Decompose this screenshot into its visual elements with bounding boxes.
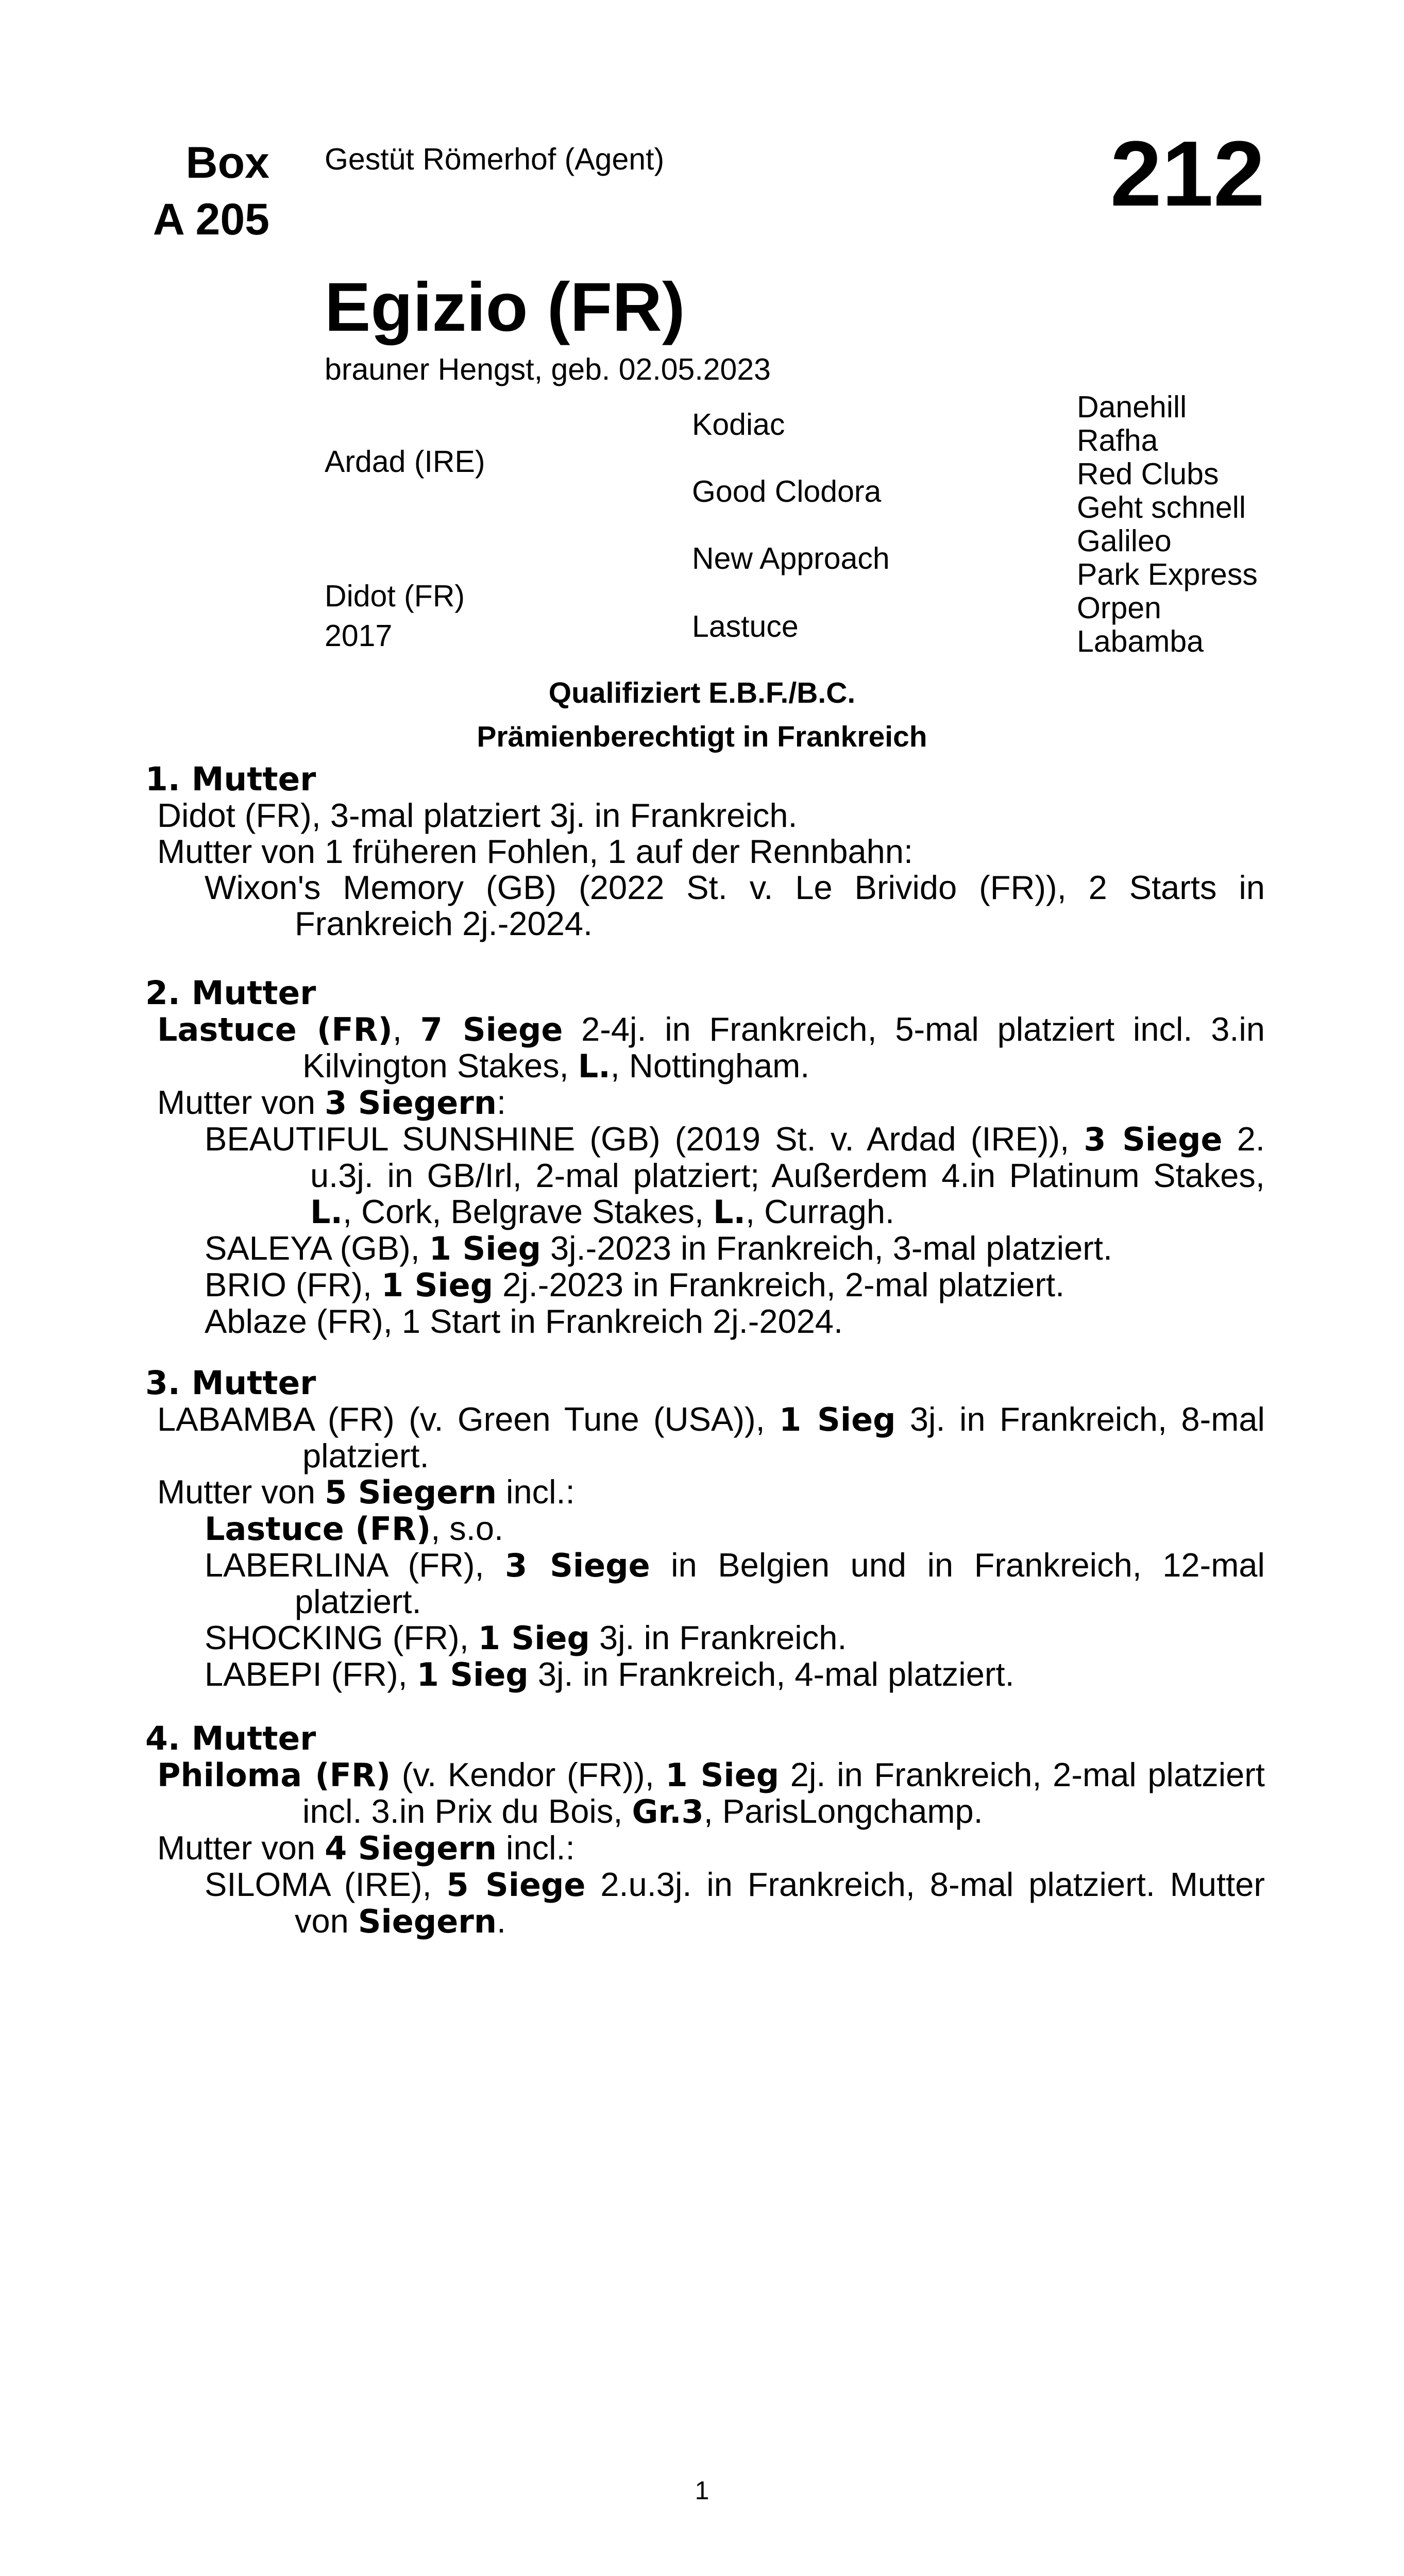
dam-record: Philoma (FR) (v. Kendor (FR)), 1 Sieg 2j. in Frankreich, 2-mal platziert incl. 3.in Prix du Bois, Gr.3, ParisLongchamp. [157, 1756, 1265, 1831]
section-heading: 4. Mutter [145, 1720, 316, 1757]
produce-entry: LABERLINA (FR), 3 Siege in Belgien und in Frankreich, 12-mal platziert. [205, 1546, 1265, 1620]
premium-note: Prämienberechtigt in Frankreich [477, 720, 927, 753]
page-number: 1 [695, 2476, 709, 2505]
produce-summary: Mutter von 3 Siegern: [157, 1083, 506, 1122]
produce-entry: Wixon's Memory (GB) (2022 St. v. Le Brivido (FR)), 2 Starts in Frankreich 2j.-2024. [205, 869, 1265, 942]
produce-entry: BEAUTIFUL SUNSHINE (GB) (2019 St. v. Ardad (IRE)), 3 Siege 2. u.3j. in GB/Irl, 2-mal platziert; Außerdem 4.in Platinum Stakes, L., Cork, Belgrave Stakes, L., Curragh. [205, 1120, 1265, 1231]
pedigree-gen3: Danehill [1077, 390, 1187, 424]
section-heading: 1. Mutter [145, 760, 316, 798]
produce-entry: Lastuce (FR), s.o. [205, 1510, 504, 1548]
consignor: Gestüt Römerhof (Agent) [325, 142, 665, 176]
dam-record: Didot (FR), 3-mal platziert 3j. in Frankreich. [157, 796, 798, 834]
pedigree-gen3: Red Clubs [1077, 457, 1219, 491]
pedigree-gen3: Labamba [1077, 624, 1204, 658]
pedigree-gen3: Galileo [1077, 524, 1172, 558]
mutter-4-section [145, 1721, 1265, 1940]
produce-entry: SALEYA (GB), 1 Sieg 3j.-2023 in Frankreich, 3-mal platziert. [205, 1229, 1113, 1267]
pedigree-dam: Didot (FR) [325, 579, 465, 613]
section-heading: 3. Mutter [145, 1364, 316, 1402]
pedigree-gen3: Orpen [1077, 591, 1161, 625]
produce-summary: Mutter von 1 früheren Fohlen, 1 auf der Rennbahn: [157, 833, 914, 870]
pedigree-gen2: Lastuce [692, 609, 799, 643]
pedigree-dam-year: 2017 [325, 619, 393, 653]
produce-entry: SHOCKING (FR), 1 Sieg 3j. in Frankreich. [205, 1619, 847, 1657]
mutter-1-section [145, 761, 1265, 942]
pedigree-gen2: Kodiac [692, 408, 785, 442]
box-number: A 205 [153, 195, 269, 244]
mutter-2-section [145, 975, 1265, 1340]
pedigree-gen2: New Approach [692, 541, 890, 575]
mutter-3-section [145, 1365, 1265, 1693]
pedigree-sire: Ardad (IRE) [325, 445, 485, 479]
box-label: Box [185, 138, 269, 188]
produce-entry: BRIO (FR), 1 Sieg 2j.-2023 in Frankreich, 2-mal platziert. [205, 1266, 1065, 1304]
horse-description: brauner Hengst, geb. 02.05.2023 [325, 352, 771, 386]
pedigree-gen3: Geht schnell [1077, 490, 1246, 524]
lot-number: 212 [1110, 122, 1265, 226]
produce-entry: SILOMA (IRE), 5 Siege 2.u.3j. in Frankreich, 8-mal platziert. Mutter von Siegern. [205, 1866, 1265, 1940]
pedigree-gen3: Rafha [1077, 423, 1158, 457]
produce-entry: Ablaze (FR), 1 Start in Frankreich 2j.-2024. [205, 1302, 843, 1340]
dam-record: Lastuce (FR), 7 Siege 2-4j. in Frankreich, 5-mal platziert incl. 3.in Kilvington Stakes, L., Nottingham. [157, 1010, 1265, 1085]
pedigree-gen3: Park Express [1077, 557, 1258, 591]
section-heading: 2. Mutter [145, 974, 316, 1012]
dam-name: Lastuce (FR) [157, 1011, 393, 1048]
dam-record: LABAMBA (FR) (v. Green Tune (USA)), 1 Sieg 3j. in Frankreich, 8-mal platziert. [157, 1400, 1265, 1475]
produce-entry: LABEPI (FR), 1 Sieg 3j. in Frankreich, 4-mal platziert. [205, 1655, 1014, 1693]
horse-name: Egizio (FR) [325, 269, 685, 346]
produce-summary: Mutter von 4 Siegern incl.: [157, 1829, 575, 1867]
qualification-note: Qualifiziert E.B.F./B.C. [548, 676, 856, 709]
produce-summary: Mutter von 5 Siegern incl.: [157, 1473, 575, 1511]
pedigree-gen2: Good Clodora [692, 474, 882, 509]
